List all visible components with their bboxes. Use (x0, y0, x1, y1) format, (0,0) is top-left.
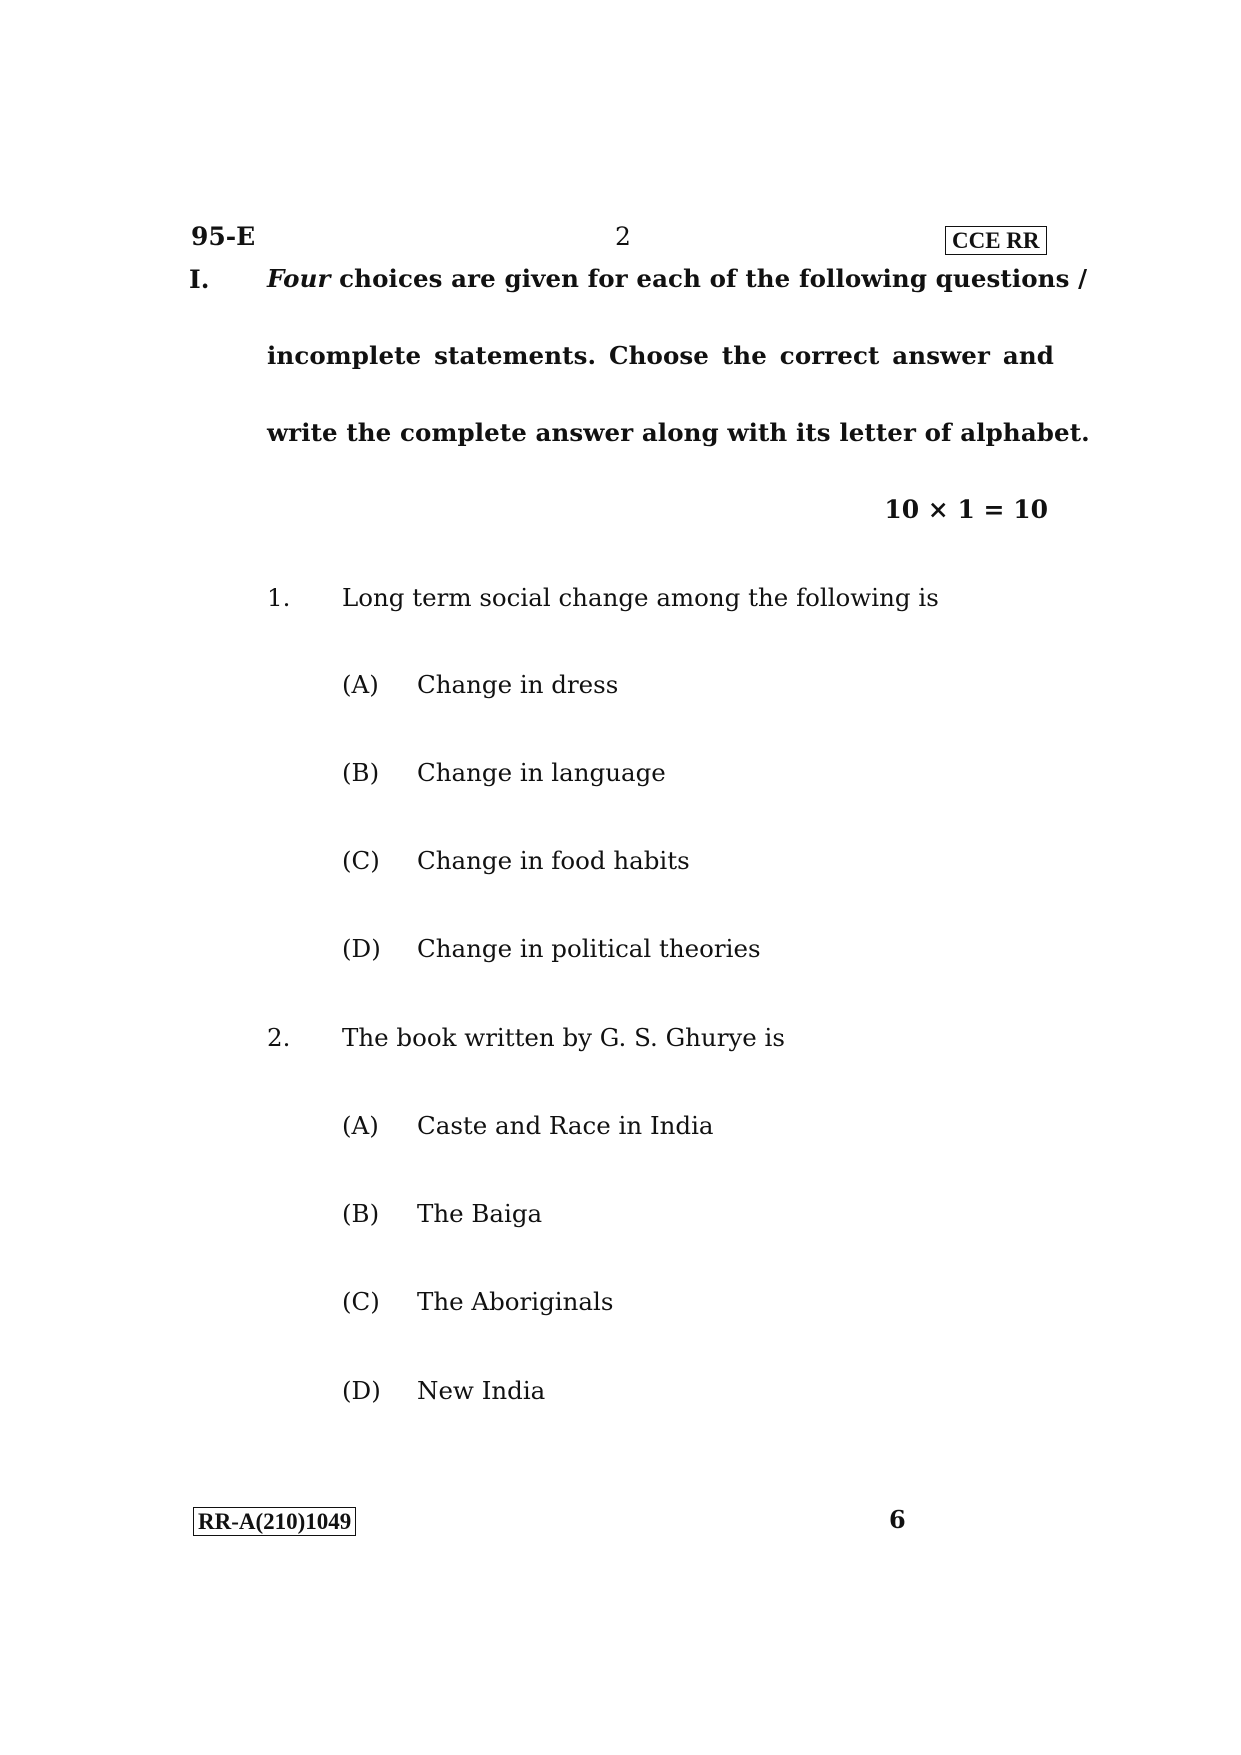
section-number: I. (189, 265, 210, 294)
instruction-line-3: write the complete answer along with its letter of alphabet. (267, 418, 1090, 447)
option-letter: (D) (342, 934, 381, 963)
option-letter: (D) (342, 1376, 381, 1405)
instruction-line-2: incomplete statements. Choose the correct answer and (267, 341, 1054, 370)
question-text: Long term social change among the following is (342, 583, 939, 612)
option-letter: (A) (342, 670, 379, 699)
instruction-italic-word: Four (267, 264, 331, 293)
footer-code-box: RR-A(210)1049 (193, 1507, 356, 1536)
option-text: The Baiga (417, 1199, 543, 1228)
option-text: Caste and Race in India (417, 1111, 714, 1140)
option-letter: (A) (342, 1111, 379, 1140)
paper-code: 95-E (191, 222, 256, 251)
option-text: The Aboriginals (417, 1287, 614, 1316)
option-letter: (B) (342, 758, 380, 787)
option-text: Change in food habits (417, 846, 690, 875)
option-text: Change in dress (417, 670, 619, 699)
option-text: New India (417, 1376, 546, 1405)
exam-code-box: CCE RR (945, 226, 1047, 255)
footer-page-number: 6 (889, 1505, 906, 1534)
question-number: 2. (267, 1023, 291, 1052)
option-text: Change in political theories (417, 934, 761, 963)
question-number: 1. (267, 583, 291, 612)
marks-allocation: 10 × 1 = 10 (884, 495, 1048, 524)
instruction-line-1 (267, 264, 1088, 293)
option-letter: (C) (342, 1287, 380, 1316)
option-letter: (C) (342, 846, 380, 875)
question-text: The book written by G. S. Ghurye is (342, 1023, 785, 1052)
option-text: Change in language (417, 758, 666, 787)
option-letter: (B) (342, 1199, 380, 1228)
page-number: 2 (615, 222, 631, 251)
instruction-line-1-text: choices are given for each of the following questions / (330, 264, 1088, 293)
